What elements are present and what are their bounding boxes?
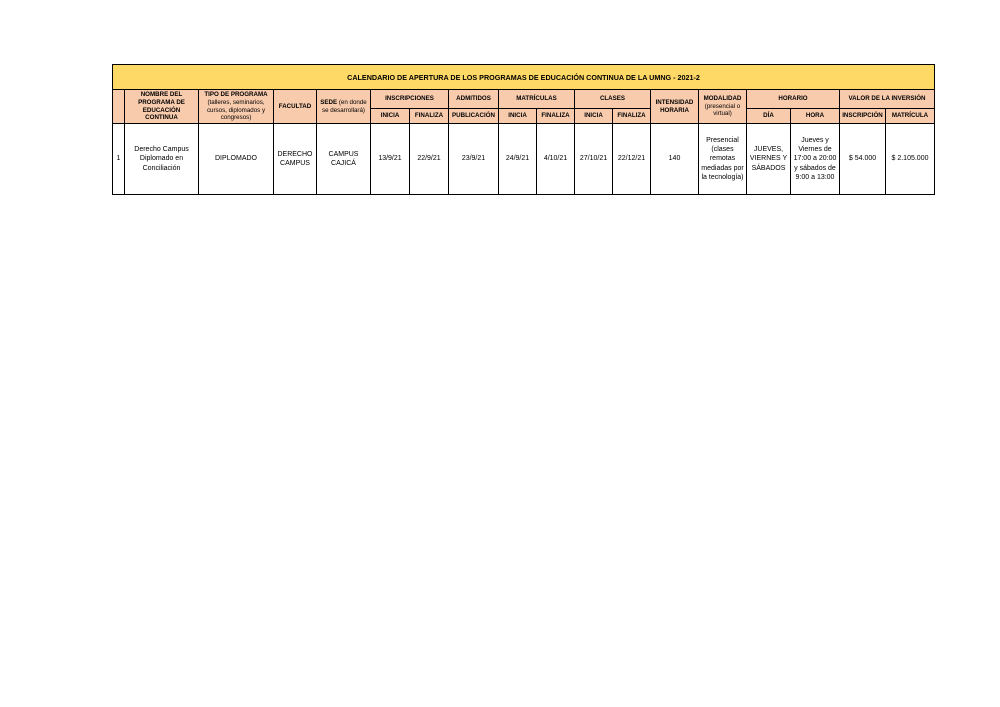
cell-dia: JUEVES, VIERNES Y SÁBADOS — [747, 124, 791, 195]
cell-insc-finaliza: 22/9/21 — [410, 124, 449, 195]
header-clases: CLASES — [575, 90, 651, 109]
subheader-mat-inicia: INICIA — [499, 109, 537, 124]
cell-cla-inicia: 27/10/21 — [575, 124, 613, 195]
cell-modalidad: Presencial (clases remotas mediadas por la tecnología) — [699, 124, 747, 195]
table-title: CALENDARIO DE APERTURA DE LOS PROGRAMAS DE EDUCACIÓN CONTINUA DE LA UMNG - 2021-2 — [113, 65, 935, 90]
cell-nombre: Derecho Campus Diplomado en Conciliación — [125, 124, 199, 195]
subheader-matricula: MATRÍCULA — [886, 109, 935, 124]
cell-publicacion: 23/9/21 — [449, 124, 499, 195]
cell-insc-inicia: 13/9/21 — [371, 124, 410, 195]
cell-tipo: DIPLOMADO — [199, 124, 274, 195]
header-tipo — [199, 90, 274, 124]
header-tipo-sub: (talleres, seminarios, cursos, diplomados y congresos) — [206, 98, 266, 122]
cell-hora: Jueves y Viernes de 17:00 a 20:00 y sábados de 9:00 a 13:00 — [791, 124, 840, 195]
header-horario: HORARIO — [747, 90, 840, 109]
subheader-publicacion: PUBLICACIÓN — [449, 109, 499, 124]
subheader-hora: HORA — [791, 109, 840, 124]
header-nombre: NOMBRE DEL PROGRAMA DE EDUCACIÓN CONTINUA — [125, 90, 199, 124]
cell-mat-inicia: 24/9/21 — [499, 124, 537, 195]
header-admitidos: ADMITIDOS — [449, 90, 499, 109]
header-tipo-main: TIPO DE PROGRAMA — [204, 91, 268, 98]
program-calendar-table — [112, 64, 935, 195]
header-modalidad-sub: (presencial o virtual) — [704, 102, 741, 118]
header-valor: VALOR DE LA INVERSIÓN — [840, 90, 935, 109]
header-modalidad — [699, 90, 747, 124]
header-intensidad: INTENSIDAD HORARIA — [651, 90, 699, 124]
subheader-inscripcion: INSCRIPCIÓN — [840, 109, 886, 124]
subheader-cla-inicia: INICIA — [575, 109, 613, 124]
header-sede — [317, 90, 371, 124]
cell-matricula: $ 2.105.000 — [886, 124, 935, 195]
header-sede-sub: (en donde se desarrollará) — [322, 98, 367, 114]
cell-cla-finaliza: 22/12/21 — [613, 124, 651, 195]
cell-facultad: DERECHO CAMPUS — [274, 124, 317, 195]
header-num — [113, 90, 125, 124]
header-inscripciones: INSCRIPCIONES — [371, 90, 449, 109]
table-row — [113, 124, 935, 195]
subheader-insc-finaliza: FINALIZA — [410, 109, 449, 124]
cell-intensidad: 140 — [651, 124, 699, 195]
subheader-dia: DÍA — [747, 109, 791, 124]
subheader-mat-finaliza: FINALIZA — [537, 109, 575, 124]
header-sede-main: SEDE — [320, 98, 338, 106]
cell-sede: CAMPUS CAJICÁ — [317, 124, 371, 195]
header-facultad: FACULTAD — [274, 90, 317, 124]
cell-num: 1 — [113, 124, 125, 195]
cell-inscripcion: $ 54.000 — [840, 124, 886, 195]
header-matriculas: MATRÍCULAS — [499, 90, 575, 109]
subheader-cla-finaliza: FINALIZA — [613, 109, 651, 124]
cell-mat-finaliza: 4/10/21 — [537, 124, 575, 195]
subheader-insc-inicia: INICIA — [371, 109, 410, 124]
header-modalidad-main: MODALIDAD — [703, 94, 742, 102]
